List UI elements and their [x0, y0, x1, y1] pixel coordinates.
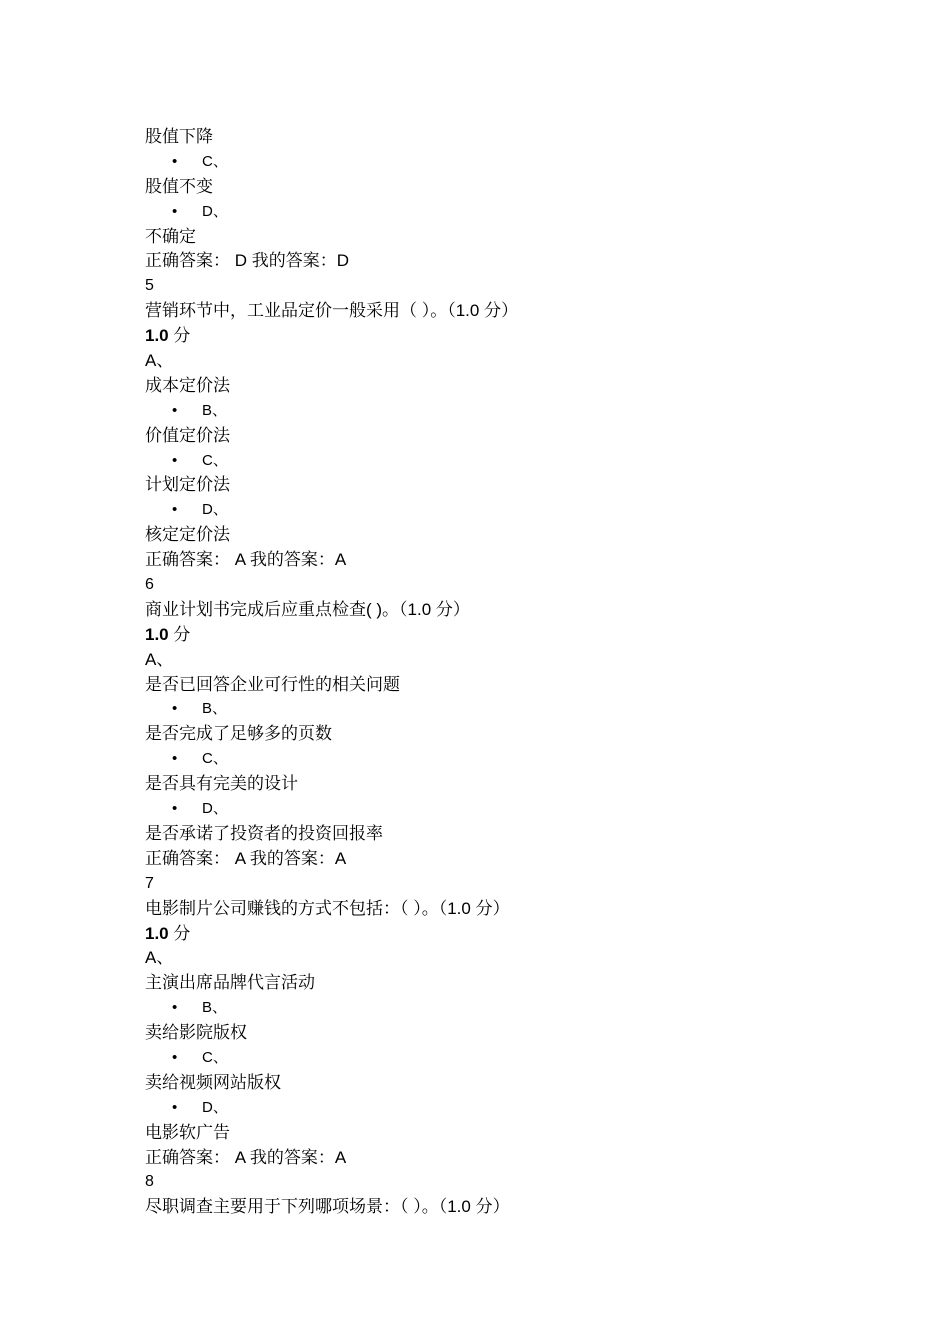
option-text: 价值定价法 [145, 425, 230, 445]
answer-line: 正确答案： D 我的答案：D [145, 251, 349, 271]
score-unit: 分 [168, 624, 191, 644]
option-letter-text: D、 [202, 501, 228, 519]
option-text: 成本定价法 [145, 375, 230, 395]
bullet-icon: • [172, 750, 178, 768]
option-letter [145, 399, 845, 424]
question-text: 电影制片公司赚钱的方式不包括：（ ）。（1.0 分） [145, 898, 510, 918]
option-letter [145, 150, 845, 175]
bullet-icon: • [172, 700, 178, 718]
question-number: 8 [145, 1173, 154, 1191]
option-letter-text: C、 [202, 152, 228, 170]
answer-line: 正确答案： A 我的答案：A [145, 848, 347, 868]
option-text: 不确定 [145, 226, 196, 246]
option-letter-text: D、 [202, 800, 228, 818]
option-text: 股值不变 [145, 176, 213, 196]
question-number: 5 [145, 277, 154, 295]
score-value: 1.0 [145, 923, 169, 943]
option-letter: A、 [145, 351, 174, 371]
question-number: 7 [145, 874, 154, 892]
bullet-icon: • [172, 1048, 178, 1066]
score-value: 1.0 [145, 326, 169, 346]
option-letter [145, 797, 845, 822]
option-text: 是否已回答企业可行性的相关问题 [145, 674, 400, 694]
option-letter [145, 1096, 845, 1121]
bullet-icon: • [172, 999, 178, 1017]
option-letter: A、 [145, 649, 174, 669]
option-text: 卖给影院版权 [145, 1023, 247, 1043]
question-score [145, 623, 845, 648]
option-letter-text: B、 [202, 999, 228, 1017]
option-text: 股值下降 [145, 127, 213, 146]
option-text: 主演出席品牌代言活动 [145, 973, 315, 993]
option-letter [145, 996, 845, 1021]
bullet-icon: • [172, 800, 178, 818]
option-letter: A、 [145, 948, 174, 968]
option-letter-text: B、 [202, 401, 228, 419]
option-letter-text: C、 [202, 1048, 228, 1066]
bullet-icon: • [172, 401, 178, 419]
bullet-icon: • [172, 451, 178, 469]
option-letter [145, 449, 845, 474]
answer-line: 正确答案： A 我的答案：A [145, 550, 347, 570]
option-text: 电影软广告 [145, 1122, 230, 1142]
option-text: 是否完成了足够多的页数 [145, 724, 332, 744]
option-text: 卖给视频网站版权 [145, 1072, 281, 1092]
option-letter-text: C、 [202, 750, 228, 768]
option-text: 计划定价法 [145, 475, 230, 495]
question-text: 尽职调查主要用于下列哪项场景：（ ）。（1.0 分） [145, 1197, 510, 1217]
bullet-icon: • [172, 501, 178, 519]
question-text: 商业计划书完成后应重点检查( )。（1.0 分） [145, 599, 470, 619]
option-text: 是否具有完美的设计 [145, 774, 298, 794]
option-letter [145, 1046, 845, 1071]
bullet-icon: • [172, 202, 178, 220]
question-score [145, 922, 845, 947]
option-text: 是否承诺了投资者的投资回报率 [145, 823, 383, 843]
option-letter [145, 747, 845, 772]
score-unit: 分 [168, 923, 191, 943]
answer-line: 正确答案： A 我的答案：A [145, 1147, 347, 1167]
question-number: 6 [145, 576, 154, 594]
question-text: 营销环节中，工业品定价一般采用（ ）。（1.0 分） [145, 301, 519, 321]
score-unit: 分 [168, 326, 191, 346]
option-letter-text: D、 [202, 1098, 228, 1116]
option-text: 核定定价法 [145, 525, 230, 545]
option-letter [145, 200, 845, 225]
bullet-icon: • [172, 152, 178, 170]
document-body [145, 125, 845, 1220]
option-letter-text: D、 [202, 202, 228, 220]
bullet-icon: • [172, 1098, 178, 1116]
option-letter [145, 498, 845, 523]
option-letter-text: B、 [202, 700, 228, 718]
option-letter-text: C、 [202, 451, 228, 469]
option-letter [145, 697, 845, 722]
question-score [145, 324, 845, 349]
score-value: 1.0 [145, 624, 169, 644]
